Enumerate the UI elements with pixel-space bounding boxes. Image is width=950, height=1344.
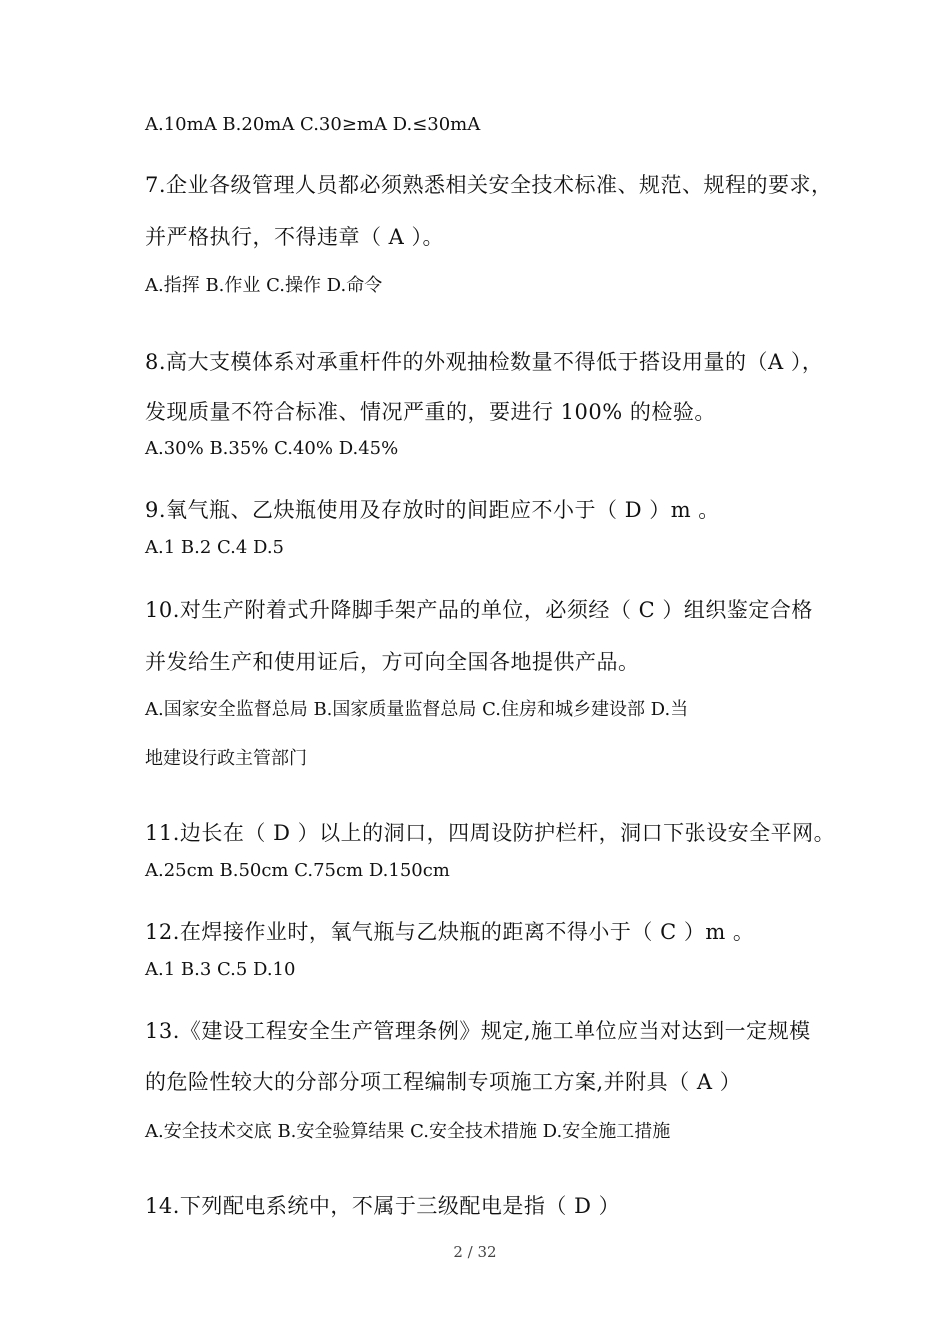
answer-options-q11: A.25cm B.50cm C.75cm D.150cm	[145, 860, 450, 881]
answer-options-q12: A.1 B.3 C.5 D.10	[145, 959, 296, 980]
answer-options-q10-line-2: 地建设行政主管部门	[145, 748, 307, 769]
question-13-line-1: 13.《建设工程安全生产管理条例》规定,施工单位应当对达到一定规模	[145, 1019, 811, 1043]
answer-options-q8: A.30% B.35% C.40% D.45%	[145, 438, 399, 459]
question-9-line-1: 9.氧气瓶、乙炔瓶使用及存放时的间距应不小于（ D ）m 。	[145, 498, 720, 522]
answer-options-q7: A.指挥 B.作业 C.操作 D.命令	[145, 275, 383, 296]
question-13-line-2: 的危险性较大的分部分项工程编制专项施工方案,并附具（ A ）	[145, 1070, 742, 1094]
question-7-line-2: 并严格执行，不得违章（ A ）。	[145, 225, 445, 249]
answer-options-q13: A.安全技术交底 B.安全验算结果 C.安全技术措施 D.安全施工措施	[145, 1121, 671, 1142]
answer-options-q9: A.1 B.2 C.4 D.5	[145, 537, 285, 558]
question-8-line-2: 发现质量不符合标准、情况严重的，要进行 100% 的检验。	[145, 400, 716, 424]
answer-options-q6: A.10mA B.20mA C.30≥mA D.≤30mA	[145, 114, 481, 135]
page-number: 2 / 32	[453, 1243, 497, 1261]
question-8-line-1: 8.高大支模体系对承重杆件的外观抽检数量不得低于搭设用量的（A ），	[145, 350, 824, 374]
question-10-line-2: 并发给生产和使用证后，方可向全国各地提供产品。	[145, 650, 640, 674]
question-11-line-1: 11.边长在（ D ）以上的洞口，四周设防护栏杆，洞口下张设安全平网。	[145, 821, 836, 845]
question-14-line-1: 14.下列配电系统中，不属于三级配电是指（ D ）	[145, 1194, 621, 1218]
question-12-line-1: 12.在焊接作业时，氧气瓶与乙炔瓶的距离不得小于（ C ）m 。	[145, 920, 755, 944]
answer-options-q10-line-1: A.国家安全监督总局 B.国家质量监督总局 C.住房和城乡建设部 D.当	[145, 699, 689, 720]
question-10-line-1: 10.对生产附着式升降脚手架产品的单位，必须经（ C ）组织鉴定合格	[145, 598, 813, 622]
question-7-line-1: 7.企业各级管理人员都必须熟悉相关安全技术标准、规范、规程的要求，	[145, 173, 833, 197]
